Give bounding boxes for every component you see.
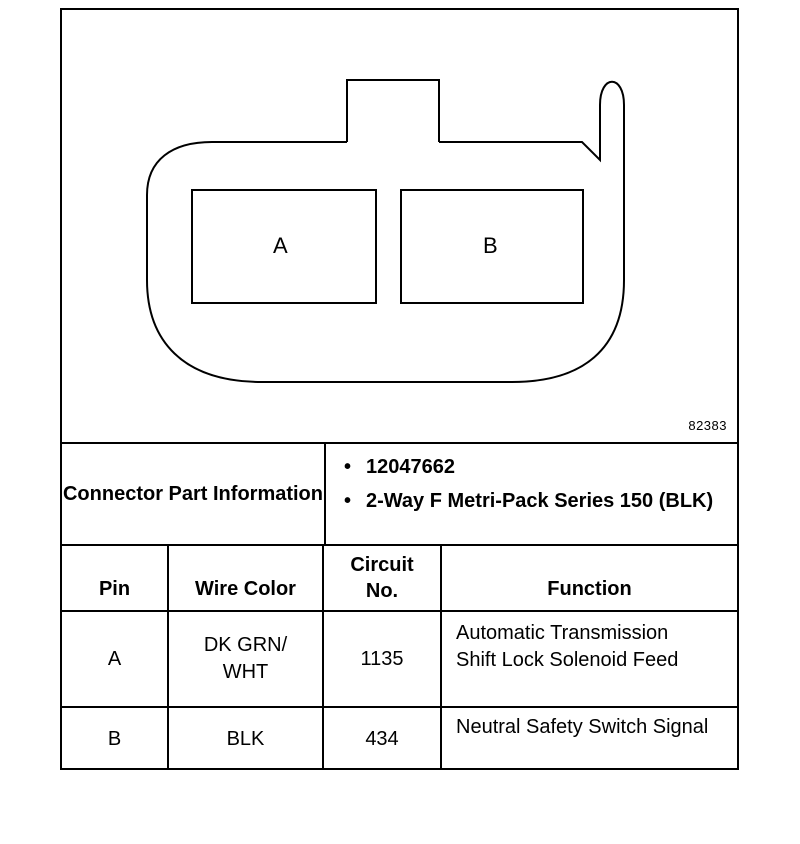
connector-outline (62, 10, 737, 442)
header-function: Function (547, 578, 632, 600)
latch-tab (347, 80, 439, 142)
header-circuit-no: Circuit No. (350, 554, 414, 602)
row-a-pin: A (107, 647, 122, 670)
row-b-wire-color: BLK (226, 727, 265, 750)
header-pin: Pin (98, 578, 131, 600)
connector-type: • 2-Way F Metri-Pack Series 150 (BLK) (366, 488, 737, 514)
row-a-circuit: 1135 (360, 647, 404, 670)
header-wire-color: Wire Color (195, 578, 296, 600)
connector-diagram (62, 10, 737, 442)
connector-part-info-list (326, 444, 737, 544)
row-a-wire-color: DK GRN/ WHT (203, 634, 288, 683)
part-number: • 12047662 (366, 454, 737, 480)
row-b-circuit: 434 (365, 727, 399, 750)
connector-sheet (60, 8, 739, 770)
figure-number: 82383 (688, 418, 727, 433)
row-b-function: Neutral Safety Switch Signal (456, 716, 709, 738)
row-b-pin: B (107, 727, 122, 750)
cavity-a-label: A (273, 233, 288, 258)
connector-part-info-label: Connector Part Information (62, 482, 323, 505)
cavity-b-label: B (483, 233, 498, 258)
row-a-function: Automatic Transmission Shift Lock Solenoid Feed (456, 622, 679, 671)
connector-body (147, 82, 624, 382)
